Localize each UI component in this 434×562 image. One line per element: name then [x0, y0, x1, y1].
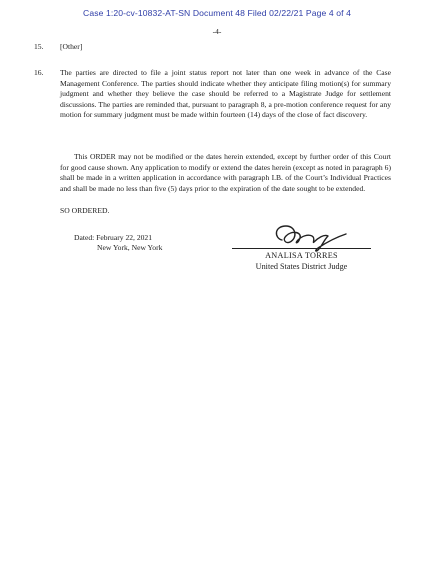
signature-line — [232, 248, 371, 249]
dated-place: New York, New York — [97, 243, 163, 252]
order-paragraph: This ORDER may not be modified or the dates herein extended, except by further order of this Court for good cause shown. Any application to modify or extend the dates herein (except as noted in paragraph 6) shall be made in a written application in accordance with paragraph I.B. of the Court’s Individual Practices and shall be made no less than five (5) days prior to the expiration of the date sought to be extended. — [60, 152, 391, 193]
page-number: -4- — [212, 27, 222, 36]
item-16-number: 16. — [34, 68, 44, 77]
dated-line: Dated: February 22, 2021 — [74, 233, 153, 242]
judge-title: United States District Judge — [255, 262, 348, 271]
item-16-text: The parties are directed to file a joint status report not later than one week in advance of the Case Management Conference. The parties should indicate whether they anticipate filing motion(s) for summary judgment and whether they believe the case should be referred to a Magistrate Judge for settlement discussions. The parties are reminded that, pursuant to paragraph 8, a pre-motion conference request for any motion for summary judgment must be made within fourteen (14) days of the close of fact discovery. — [60, 68, 391, 120]
judge-name: ANALISA TORRES — [265, 251, 338, 260]
ecf-header-stamp: Case 1:20-cv-10832-AT-SN Document 48 Filed 02/22/21 Page 4 of 4 — [83, 8, 351, 18]
so-ordered: SO ORDERED. — [60, 206, 110, 215]
item-15-text: [Other] — [60, 42, 83, 51]
item-15-number: 15. — [34, 42, 44, 51]
